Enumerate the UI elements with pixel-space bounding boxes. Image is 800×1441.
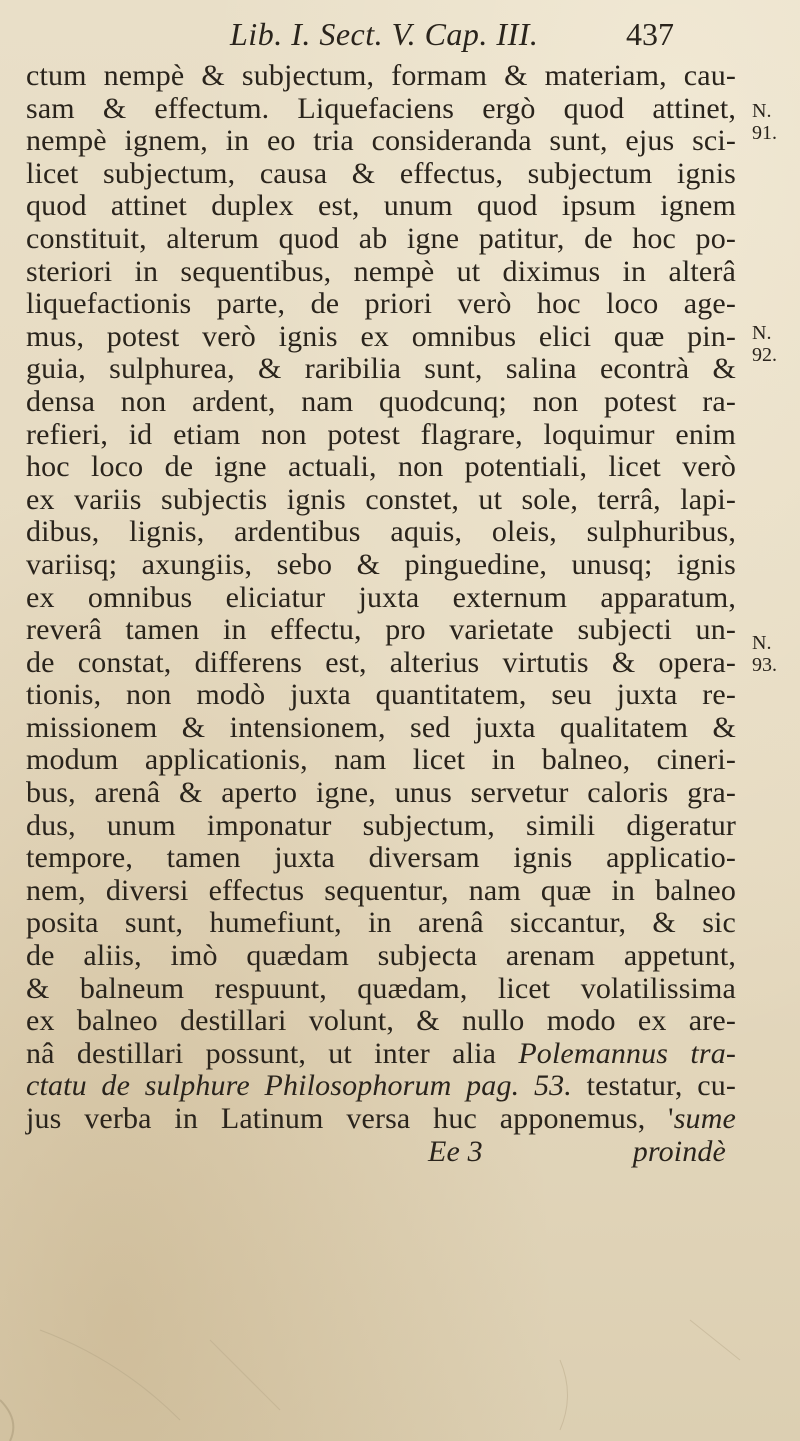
margin-note-91 bbox=[752, 100, 792, 144]
paper-blemishes bbox=[0, 1300, 800, 1441]
margin-note-number: 91. bbox=[752, 122, 777, 144]
margin-note-label: N. bbox=[752, 632, 772, 654]
text-line: reverâ tamen in effectu, pro varietate subjecti un- bbox=[26, 613, 736, 647]
text-line: posita sunt, humefiunt, in arenâ siccantur, & sic bbox=[26, 906, 736, 940]
running-head bbox=[0, 16, 800, 56]
text-line: mus, potest verò ignis ex omnibus elici quæ pin- bbox=[26, 319, 736, 353]
text-line: tionis, non modò juxta quantitatem, seu juxta re- bbox=[26, 678, 736, 712]
margin-note-number: 93. bbox=[752, 654, 777, 676]
text-line-with-citation bbox=[26, 1070, 736, 1103]
text-line: guia, sulphurea, & raribilia sunt, salina econtrà & bbox=[26, 352, 736, 386]
catchline bbox=[26, 1136, 736, 1169]
text-line-with-citation bbox=[26, 1038, 736, 1071]
margin-note-number: 92. bbox=[752, 344, 777, 366]
text-line: licet subjectum, causa & effectus, subjectum ignis bbox=[26, 156, 736, 190]
page-number: 437 bbox=[626, 16, 674, 52]
quotation-start: sume bbox=[673, 1102, 736, 1135]
margin-note-92 bbox=[752, 322, 792, 366]
catchword: proindè bbox=[632, 1134, 726, 1168]
text-line: ex variis subjectis ignis constet, ut sole, terrâ, lapi- bbox=[26, 482, 736, 516]
signature-mark: Ee 3 bbox=[427, 1134, 483, 1168]
body-text bbox=[26, 60, 736, 1168]
text-line: quod attinet duplex est, unum quod ipsum ignem bbox=[26, 189, 736, 223]
text-line: nempè ignem, in eo tria consideranda sunt, ejus sci- bbox=[26, 124, 736, 158]
citation-author: Polemannus tra- bbox=[518, 1036, 736, 1070]
text-line: missionem & intensionem, sed juxta qualitatem & bbox=[26, 710, 736, 744]
text-line: dus, unum imponatur subjectum, simili digeratur bbox=[26, 808, 736, 842]
text-line: variisq; axungiis, sebo & pinguedine, unusq; ignis bbox=[26, 547, 736, 581]
text-line: steriori in sequentibus, nempè ut diximus in alterâ bbox=[26, 254, 736, 288]
text-line: tempore, tamen juxta diversam ignis applicatio- bbox=[26, 841, 736, 875]
text-segment: testatur, cu- bbox=[586, 1069, 737, 1103]
text-line: ctum nempè & subjectum, formam & materiam, cau- bbox=[26, 59, 736, 92]
text-line: refieri, id etiam non potest flagrare, loquimur enim bbox=[26, 417, 736, 451]
text-line: liquefactionis parte, de priori verò hoc loco age- bbox=[26, 287, 736, 321]
text-line: dibus, lignis, ardentibus aquis, oleis, sulphuribus, bbox=[26, 515, 736, 549]
text-line: constituit, alterum quod ab igne patitur, de hoc po- bbox=[26, 221, 736, 255]
text-segment: jus verba in Latinum versa huc apponemus, ' bbox=[26, 1102, 674, 1135]
text-line: ex omnibus eliciatur juxta externum apparatum, bbox=[26, 580, 736, 614]
margin-note-label: N. bbox=[752, 322, 772, 344]
margin-note-93 bbox=[752, 632, 792, 676]
text-line: de constat, differens est, alterius virtutis & opera- bbox=[26, 645, 736, 679]
margin-note-label: N. bbox=[752, 100, 772, 122]
running-head-title: Lib. I. Sect. V. Cap. III. bbox=[230, 16, 539, 52]
citation-title: ctatu de sulphure Philosophorum pag. 53. bbox=[26, 1069, 572, 1103]
text-line: densa non ardent, nam quodcunq; non potest ra- bbox=[26, 384, 736, 418]
text-line: de aliis, imò quædam subjecta arenam appetunt, bbox=[26, 939, 736, 973]
text-line bbox=[26, 1103, 736, 1136]
text-line: hoc loco de igne actuali, non potentiali, licet verò bbox=[26, 450, 736, 484]
text-line: sam & effectum. Liquefaciens ergò quod attinet, bbox=[26, 91, 736, 125]
text-line: & balneum respuunt, quædam, licet volatilissima bbox=[26, 971, 736, 1005]
text-line: ex balneo destillari volunt, & nullo modo ex are- bbox=[26, 1004, 736, 1038]
text-line: nem, diversi effectus sequentur, nam quæ in balneo bbox=[26, 873, 736, 907]
text-line: modum applicationis, nam licet in balneo, cineri- bbox=[26, 743, 736, 777]
text-line: bus, arenâ & aperto igne, unus servetur caloris gra- bbox=[26, 776, 736, 810]
text-segment: nâ destillari possunt, ut inter alia bbox=[26, 1036, 497, 1070]
